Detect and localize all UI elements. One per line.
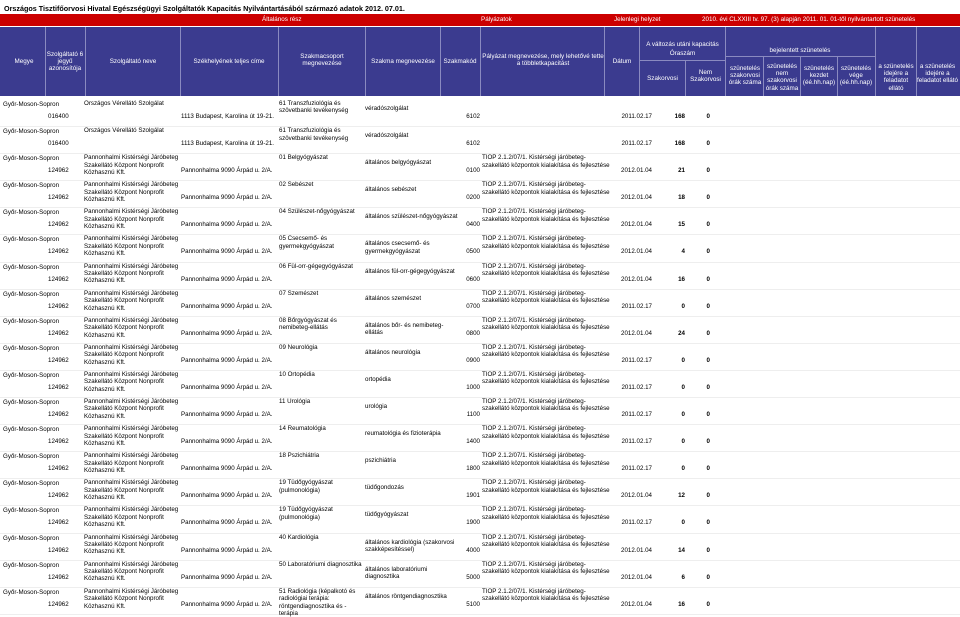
col-address: Székhelyének teljes címe	[193, 58, 265, 65]
county-cell: Győr-Moson-Sopron	[3, 182, 60, 190]
provider-name-cell: Pannonhalmi Kistérségi Járóbeteg Szakellátó Központ Nonprofit Közhasznú Kft.	[84, 533, 179, 556]
provider-name-cell: Pannonhalmi Kistérségi Járóbeteg Szakellátó Központ Nonprofit Közhasznú Kft.	[84, 506, 179, 529]
category-tenders: Pályázatok	[481, 16, 512, 23]
table-row	[0, 588, 960, 615]
table-row	[0, 452, 960, 479]
tender-cell: TIOP 2.1.2/07/1. Kistérségi járóbeteg-szakellátó központok kialakítása és fejlesztése	[482, 587, 610, 603]
specialty-cell: általános csecsemő- és gyermekgyógyászat	[365, 240, 430, 255]
county-cell: Győr-Moson-Sopron	[3, 507, 60, 515]
specialist-hours-cell: 15	[678, 221, 685, 229]
county-cell: Győr-Moson-Sopron	[3, 588, 60, 596]
specialty-code-cell: 1100	[466, 411, 480, 419]
table-row	[0, 344, 960, 371]
non-specialist-hours-cell: 0	[706, 438, 710, 446]
address-cell: Pannonhalma 9090 Árpád u. 2/A.	[181, 356, 273, 364]
specialty-group-cell: 09 Neurológia	[279, 343, 318, 351]
county-cell: Győr-Moson-Sopron	[3, 534, 60, 542]
tender-cell: TIOP 2.1.2/07/1. Kistérségi járóbeteg-szakellátó központok kialakítása és fejlesztése	[482, 560, 610, 576]
table-row	[0, 534, 960, 561]
header-divider	[639, 60, 725, 61]
non-specialist-hours-cell: 0	[706, 546, 710, 554]
table-row	[0, 235, 960, 262]
address-cell: Pannonhalma 9090 Árpád u. 2/A.	[181, 600, 273, 608]
county-cell: Győr-Moson-Sopron	[3, 317, 60, 325]
header-divider	[604, 27, 605, 96]
specialty-cell: általános belgyógyászat	[365, 159, 432, 167]
provider-name-cell: Pannonhalmi Kistérségi Járóbeteg Szakellátó Központ Nonprofit Közhasznú Kft.	[84, 560, 179, 583]
county-cell: Győr-Moson-Sopron	[3, 371, 60, 379]
county-cell: Győr-Moson-Sopron	[3, 290, 60, 298]
address-cell: Pannonhalma 9090 Árpád u. 2/A.	[181, 275, 273, 283]
non-specialist-hours-cell: 0	[706, 113, 710, 120]
specialty-group-cell: 02 Sebészet	[279, 181, 314, 189]
specialty-cell: általános kardiológia (szakorvosi szakképesítéssel)	[365, 538, 455, 553]
address-cell: Pannonhalma 9090 Árpád u. 2/A.	[181, 221, 273, 229]
address-cell: Pannonhalma 9090 Árpád u. 2/A.	[181, 546, 273, 554]
table-row	[0, 290, 960, 317]
provider-name-cell: Pannonhalmi Kistérségi Járóbeteg Szakellátó Központ Nonprofit Közhasznú Kft.	[84, 587, 179, 610]
address-cell: Pannonhalma 9090 Árpád u. 2/A.	[181, 465, 273, 473]
specialty-cell: reumatológia és fizioterápia	[365, 430, 441, 438]
date-cell: 2012.01.04	[621, 573, 652, 581]
header-divider	[916, 27, 917, 96]
header-divider	[365, 27, 366, 96]
address-cell: Pannonhalma 9090 Árpád u. 2/A.	[181, 573, 273, 581]
specialty-group-cell: 51 Radiológia (képalkotó és radiológiai terápia: röntgendiagnosztika és -terápia	[279, 587, 356, 617]
tender-cell: TIOP 2.1.2/07/1. Kistérségi járóbeteg-szakellátó központok kialakítása és fejlesztése	[482, 316, 610, 332]
address-cell: Pannonhalma 9090 Árpád u. 2/A.	[181, 248, 273, 256]
address-cell: Pannonhalma 9090 Árpád u. 2/A.	[181, 438, 273, 446]
specialist-hours-cell: 16	[678, 600, 685, 608]
date-cell: 2011.02.17	[621, 383, 652, 391]
header-divider	[725, 27, 726, 96]
county-cell: Győr-Moson-Sopron	[3, 101, 60, 108]
header-divider	[875, 27, 876, 96]
date-cell: 2011.02.17	[621, 113, 652, 120]
header-divider	[440, 27, 441, 96]
date-cell: 2011.02.17	[621, 302, 652, 310]
code-cell: 124962	[48, 275, 69, 283]
header-divider	[763, 56, 764, 96]
non-specialist-hours-cell: 0	[706, 221, 710, 229]
address-cell: Pannonhalma 9090 Árpád u. 2/A.	[181, 411, 273, 419]
non-specialist-hours-cell: 0	[706, 194, 710, 202]
specialist-hours-cell: 0	[681, 465, 685, 473]
date-cell: 2011.02.17	[621, 438, 652, 446]
col-specialty-group: Szakmacsoport megnevezése	[300, 53, 344, 68]
specialist-hours-cell: 0	[681, 383, 685, 391]
col-non-specialist: Nem Szakorvosi	[690, 69, 721, 84]
specialty-code-cell: 0500	[466, 248, 480, 256]
provider-name-cell: Pannonhalmi Kistérségi Járóbeteg Szakellátó Központ Nonprofit Közhasznú Kft.	[84, 208, 179, 231]
col-susp-nonspec: szünetelés nem szakorvosi órák száma	[765, 63, 799, 92]
col-susp-hours: szünetelés szakorvosi órák száma	[728, 65, 762, 87]
header-divider	[837, 56, 838, 96]
provider-name-cell: Pannonhalmi Kistérségi Járóbeteg Szakellátó Központ Nonprofit Közhasznú Kft.	[84, 398, 179, 420]
col-capacity-after: A változás utáni kapacitás	[646, 41, 719, 48]
provider-name-cell: Pannonhalmi Kistérségi Járóbeteg Szakellátó Központ Nonprofit Közhasznú Kft.	[84, 289, 179, 312]
specialist-hours-cell: 6	[681, 573, 685, 581]
date-cell: 2011.02.17	[621, 411, 652, 419]
col-susp-start: szünetelés kezdet (éé.hh.nap)	[802, 65, 836, 87]
code-cell: 124962	[48, 329, 69, 337]
code-cell: 016400	[48, 113, 69, 120]
category-law: 2010. évi CLXXIII tv. 97. (3) alapján 2011. 01. 01-től nyilvántartott szünetelés	[702, 16, 916, 23]
specialist-hours-cell: 16	[678, 275, 685, 283]
specialty-group-cell: 05 Csecsemő- és gyermekgyógyászat	[279, 235, 335, 250]
provider-name-cell: Pannonhalmi Kistérségi Járóbeteg Szakellátó Központ Nonprofit Közhasznú Kft.	[84, 235, 179, 258]
header-divider	[685, 60, 686, 96]
specialty-group-cell: 11 Urológia	[279, 398, 311, 406]
specialty-code-cell: 0400	[466, 221, 480, 229]
non-specialist-hours-cell: 0	[706, 167, 710, 175]
specialty-cell: általános sebészet	[365, 186, 417, 194]
non-specialist-hours-cell: 0	[706, 492, 710, 500]
specialty-group-cell: 19 Tüdőgyógyászat (pulmonológia)	[279, 479, 333, 494]
col-code: Szolgáltató 6 jegyű azonosítója	[46, 51, 84, 73]
col-registered-suspension: bejelentett szünetelés	[769, 47, 831, 54]
date-cell: 2011.02.17	[621, 356, 652, 364]
specialty-cell: urológia	[365, 403, 388, 411]
date-cell: 2012.01.04	[621, 194, 652, 202]
specialist-hours-cell: 0	[681, 411, 685, 419]
date-cell: 2012.01.04	[621, 221, 652, 229]
county-cell: Győr-Moson-Sopron	[3, 399, 60, 407]
header-divider	[85, 27, 86, 96]
specialty-group-cell: 50 Laboratóriumi diagnosztika	[279, 560, 362, 568]
specialty-code-cell: 0100	[466, 167, 480, 175]
specialty-cell: pszichiátria	[365, 457, 396, 465]
specialty-cell: általános röntgendiagnosztika	[365, 592, 447, 600]
code-cell: 124962	[48, 248, 69, 256]
specialist-hours-cell: 14	[678, 546, 685, 554]
table-row	[0, 371, 960, 398]
specialty-cell: ortopédia	[365, 375, 391, 383]
category-current: Jelenlegi helyzet	[614, 16, 661, 23]
code-cell: 124962	[48, 221, 69, 229]
table-row	[0, 154, 960, 181]
code-cell: 124962	[48, 465, 69, 473]
specialty-cell: általános szülészet-nőgyógyászat	[365, 213, 458, 221]
header-divider	[800, 56, 801, 96]
address-cell: Pannonhalma 9090 Árpád u. 2/A.	[181, 194, 273, 202]
non-specialist-hours-cell: 0	[706, 600, 710, 608]
table-row	[0, 479, 960, 506]
code-cell: 124962	[48, 194, 69, 202]
specialty-cell: tüdőgondozás	[365, 484, 404, 492]
tender-cell: TIOP 2.1.2/07/1. Kistérségi járóbeteg-szakellátó központok kialakítása és fejlesztése	[482, 398, 610, 413]
specialist-hours-cell: 12	[678, 492, 685, 500]
tender-cell: TIOP 2.1.2/07/1. Kistérségi járóbeteg-szakellátó központok kialakítása és fejlesztése	[482, 479, 610, 494]
specialty-code-cell: 0800	[466, 329, 480, 337]
specialty-group-cell: 04 Szülészet-nőgyógyászat	[279, 208, 355, 216]
specialty-code-cell: 1000	[466, 383, 480, 391]
specialist-hours-cell: 18	[678, 194, 685, 202]
date-cell: 2012.01.04	[621, 275, 652, 283]
county-cell: Győr-Moson-Sopron	[3, 480, 60, 488]
provider-name-cell: Országos Vérellátó Szolgálat	[84, 100, 164, 107]
col-date: Dátum	[612, 58, 632, 65]
table-row	[0, 506, 960, 533]
specialty-code-cell: 5000	[466, 573, 480, 581]
specialty-code-cell: 0900	[466, 356, 480, 364]
date-cell: 2012.01.04	[621, 492, 652, 500]
specialist-hours-cell: 0	[681, 519, 685, 527]
code-cell: 124962	[48, 492, 69, 500]
specialty-code-cell: 1900	[466, 519, 480, 527]
specialty-group-cell: 40 Kardiológia	[279, 533, 319, 541]
table-row	[0, 561, 960, 588]
tender-cell: TIOP 2.1.2/07/1. Kistérségi járóbeteg-szakellátó központok kialakítása és fejlesztése	[482, 154, 610, 169]
non-specialist-hours-cell: 0	[706, 248, 710, 256]
col-hours: Óraszám	[669, 50, 696, 57]
table-row	[0, 127, 960, 154]
non-specialist-hours-cell: 0	[706, 465, 710, 473]
specialty-code-cell: 0600	[466, 275, 480, 283]
non-specialist-hours-cell: 0	[706, 140, 710, 148]
specialty-cell: általános neurológia	[365, 348, 421, 356]
specialty-cell: általános laboratóriumi diagnosztika	[365, 565, 428, 581]
tender-cell: TIOP 2.1.2/07/1. Kistérségi járóbeteg-szakellátó központok kialakítása és fejlesztése	[482, 506, 610, 521]
code-cell: 124962	[48, 519, 69, 527]
header-divider	[725, 56, 875, 57]
provider-name-cell: Pannonhalmi Kistérségi Járóbeteg Szakellátó Központ Nonprofit Közhasznú Kft.	[84, 316, 179, 339]
date-cell: 2012.01.04	[621, 600, 652, 608]
header-divider	[45, 27, 46, 96]
specialty-group-cell: 08 Bőrgyógyászat és nemibeteg-ellátás	[279, 316, 337, 332]
date-cell: 2011.02.17	[621, 519, 652, 527]
non-specialist-hours-cell: 0	[706, 356, 710, 364]
provider-name-cell: Pannonhalmi Kistérségi Járóbeteg Szakellátó Központ Nonprofit Közhasznú Kft.	[84, 154, 179, 177]
specialty-group-cell: 06 Fül-orr-gégegyógyászat	[279, 262, 353, 270]
specialty-code-cell: 1800	[466, 465, 480, 473]
tender-cell: TIOP 2.1.2/07/1. Kistérségi járóbeteg-szakellátó központok kialakítása és fejlesztése	[482, 262, 610, 277]
code-cell: 124962	[48, 167, 69, 175]
tender-cell: TIOP 2.1.2/07/1. Kistérségi járóbeteg-szakellátó központok kialakítása és fejlesztése	[482, 533, 610, 548]
address-cell: Pannonhalma 9090 Árpád u. 2/A.	[181, 383, 273, 391]
specialist-hours-cell: 4	[681, 248, 685, 256]
specialty-group-cell: 61 Transzfuziológia és szövetbanki tevékenység	[279, 127, 349, 142]
tender-cell: TIOP 2.1.2/07/1. Kistérségi járóbeteg-szakellátó központok kialakítása és fejlesztése	[482, 181, 610, 196]
table-row	[0, 181, 960, 208]
provider-name-cell: Országos Vérellátó Szolgálat	[84, 127, 164, 135]
header-divider	[278, 27, 279, 96]
specialty-code-cell: 6102	[466, 113, 480, 120]
table-row	[0, 317, 960, 344]
code-cell: 124962	[48, 383, 69, 391]
specialty-group-cell: 19 Tüdőgyógyászat (pulmonológia)	[279, 506, 333, 521]
col-specialty: Szakma megnevezése	[371, 58, 435, 65]
table-row	[0, 208, 960, 235]
county-cell: Győr-Moson-Sopron	[3, 155, 60, 163]
category-general: Általános rész	[262, 16, 302, 23]
col-specialty-code: Szakmakód	[443, 58, 477, 65]
specialty-group-cell: 01 Belgyógyászat	[279, 154, 328, 162]
col-susp-time2: a szünetelés idejére a feladatot ellátó	[917, 63, 958, 85]
address-cell: 1113 Budapest, Karolina út 19-21.	[181, 113, 274, 120]
non-specialist-hours-cell: 0	[706, 573, 710, 581]
code-cell: 124962	[48, 356, 69, 364]
provider-name-cell: Pannonhalmi Kistérségi Járóbeteg Szakellátó Központ Nonprofit Közhasznú Kft.	[84, 370, 179, 393]
specialty-code-cell: 0200	[466, 194, 480, 202]
col-susp-end: szünetelés vége (éé.hh.nap)	[839, 65, 873, 87]
header-divider	[480, 27, 481, 96]
specialty-cell: tüdőgyógyászat	[365, 511, 409, 519]
header-divider	[639, 27, 640, 96]
specialty-code-cell: 6102	[466, 140, 480, 148]
county-cell: Győr-Moson-Sopron	[3, 263, 60, 271]
specialist-hours-cell: 24	[678, 329, 685, 337]
specialty-code-cell: 5100	[466, 600, 480, 608]
provider-name-cell: Pannonhalmi Kistérségi Járóbeteg Szakellátó Központ Nonprofit Közhasznú Kft.	[84, 181, 179, 204]
specialist-hours-cell: 168	[674, 113, 685, 120]
specialty-group-cell: 14 Reumatológia	[279, 425, 326, 433]
specialty-group-cell: 61 Transzfuziológia és szövetbanki tevékenység	[279, 100, 349, 115]
date-cell: 2012.01.04	[621, 167, 652, 175]
col-tender: Pályázat megnevezése, mely lehetővé tette a többletkapacitást	[482, 53, 604, 68]
specialist-hours-cell: 168	[674, 140, 685, 148]
county-cell: Győr-Moson-Sopron	[3, 453, 60, 461]
specialty-group-cell: 18 Pszichiátria	[279, 452, 320, 460]
specialty-cell: általános szemészet	[365, 294, 422, 302]
county-cell: Győr-Moson-Sopron	[3, 209, 60, 217]
code-cell: 124962	[48, 302, 69, 310]
provider-name-cell: Pannonhalmi Kistérségi Járóbeteg Szakellátó Központ Nonprofit Közhasznú Kft.	[84, 425, 179, 447]
specialty-group-cell: 10 Ortopédia	[279, 370, 315, 378]
table-row	[0, 398, 960, 425]
table-row	[0, 263, 960, 290]
col-specialist: Szakorvosi	[647, 75, 678, 82]
date-cell: 2011.02.17	[621, 140, 652, 148]
header-divider	[180, 27, 181, 96]
county-cell: Győr-Moson-Sopron	[3, 561, 60, 569]
specialty-cell: általános fül-orr-gégegyógyászat	[365, 267, 455, 275]
provider-name-cell: Pannonhalmi Kistérségi Járóbeteg Szakellátó Központ Nonprofit Közhasznú Kft.	[84, 262, 179, 285]
address-cell: Pannonhalma 9090 Árpád u. 2/A.	[181, 519, 273, 527]
code-cell: 016400	[48, 140, 69, 148]
code-cell: 124962	[48, 411, 69, 419]
category-bar	[0, 14, 960, 26]
col-susp-time1: a szünetelés idejére a feladatot ellátó	[878, 63, 914, 92]
specialty-cell: véradószolgálat	[365, 132, 409, 140]
page-title: Országos Tisztifőorvosi Hivatal Egészségügyi Szolgáltatók Kapacitás Nyilvántartásából származó adatok 2012. 07.01.	[4, 4, 405, 13]
provider-name-cell: Pannonhalmi Kistérségi Járóbeteg Szakellátó Központ Nonprofit Közhasznú Kft.	[84, 479, 179, 502]
address-cell: Pannonhalma 9090 Árpád u. 2/A.	[181, 492, 273, 500]
county-cell: Győr-Moson-Sopron	[3, 236, 60, 244]
date-cell: 2011.02.17	[621, 465, 652, 473]
specialty-code-cell: 1400	[466, 438, 480, 446]
date-cell: 2012.01.04	[621, 248, 652, 256]
provider-name-cell: Pannonhalmi Kistérségi Járóbeteg Szakellátó Központ Nonprofit Közhasznú Kft.	[84, 343, 179, 366]
code-cell: 124962	[48, 573, 69, 581]
specialty-cell: véradószolgálat	[365, 105, 409, 112]
specialty-code-cell: 4000	[466, 546, 480, 554]
provider-name-cell: Pannonhalmi Kistérségi Járóbeteg Szakellátó Központ Nonprofit Közhasznú Kft.	[84, 452, 179, 475]
date-cell: 2012.01.04	[621, 329, 652, 337]
specialty-code-cell: 0700	[466, 302, 480, 310]
specialist-hours-cell: 0	[681, 302, 685, 310]
code-cell: 124962	[48, 438, 69, 446]
specialist-hours-cell: 21	[678, 167, 685, 175]
tender-cell: TIOP 2.1.2/07/1. Kistérségi járóbeteg-szakellátó központok kialakítása és fejlesztése	[482, 235, 610, 250]
non-specialist-hours-cell: 0	[706, 411, 710, 419]
specialty-code-cell: 1901	[466, 492, 480, 500]
non-specialist-hours-cell: 0	[706, 329, 710, 337]
specialist-hours-cell: 0	[681, 438, 685, 446]
county-cell: Győr-Moson-Sopron	[3, 426, 60, 434]
code-cell: 124962	[48, 546, 69, 554]
tender-cell: TIOP 2.1.2/07/1. Kistérségi járóbeteg-szakellátó központok kialakítása és fejlesztése	[482, 425, 610, 440]
non-specialist-hours-cell: 0	[706, 519, 710, 527]
county-cell: Győr-Moson-Sopron	[3, 344, 60, 352]
col-name: Szolgáltató neve	[109, 58, 157, 65]
date-cell: 2012.01.04	[621, 546, 652, 554]
address-cell: 1113 Budapest, Karolina út 19-21.	[181, 140, 274, 148]
col-county: Megye	[14, 58, 34, 65]
tender-cell: TIOP 2.1.2/07/1. Kistérségi járóbeteg-szakellátó központok kialakítása és fejlesztése	[482, 289, 610, 305]
tender-cell: TIOP 2.1.2/07/1. Kistérségi járóbeteg-szakellátó központok kialakítása és fejlesztése	[482, 343, 610, 359]
tender-cell: TIOP 2.1.2/07/1. Kistérségi járóbeteg-szakellátó központok kialakítása és fejlesztése	[482, 452, 610, 467]
non-specialist-hours-cell: 0	[706, 275, 710, 283]
county-cell: Győr-Moson-Sopron	[3, 128, 60, 136]
non-specialist-hours-cell: 0	[706, 302, 710, 310]
address-cell: Pannonhalma 9090 Árpád u. 2/A.	[181, 302, 273, 310]
address-cell: Pannonhalma 9090 Árpád u. 2/A.	[181, 329, 273, 337]
tender-cell: TIOP 2.1.2/07/1. Kistérségi járóbeteg-szakellátó központok kialakítása és fejlesztése	[482, 208, 610, 223]
specialist-hours-cell: 0	[681, 356, 685, 364]
table-body	[0, 100, 960, 615]
table-row	[0, 425, 960, 452]
tender-cell: TIOP 2.1.2/07/1. Kistérségi járóbeteg-szakellátó központok kialakítása és fejlesztése	[482, 370, 610, 386]
address-cell: Pannonhalma 9090 Árpád u. 2/A.	[181, 167, 273, 175]
specialty-group-cell: 07 Szemészet	[279, 289, 319, 297]
specialty-cell: általános bőr- és nemibeteg-ellátás	[365, 321, 444, 337]
code-cell: 124962	[48, 600, 69, 608]
table-row	[0, 100, 960, 127]
non-specialist-hours-cell: 0	[706, 383, 710, 391]
